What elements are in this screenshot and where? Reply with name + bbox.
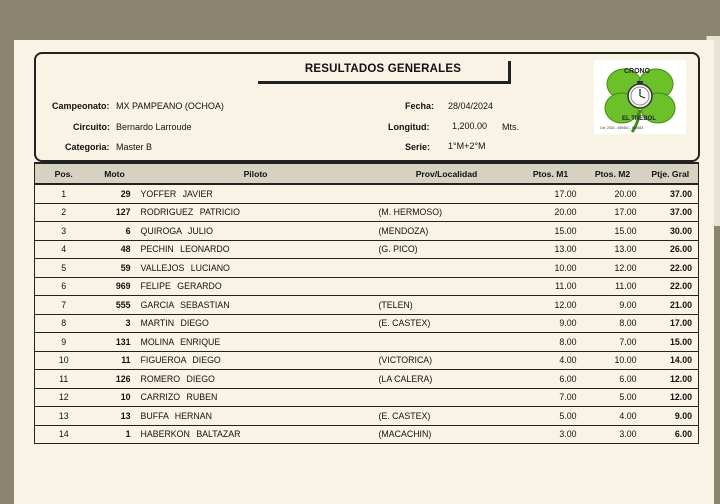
logo-top-text: CRONO	[624, 68, 651, 75]
row-piloto: FELIPE GERARDO	[137, 277, 375, 296]
row-pos: 1	[35, 184, 93, 203]
circuito-label: Circuito:	[73, 122, 110, 132]
row-moto: 13	[93, 407, 137, 426]
row-total: 37.00	[643, 184, 699, 203]
categoria-label: Categoria:	[65, 142, 110, 152]
row-m2: 7.00	[583, 333, 643, 352]
col-total: Ptje. Gral	[643, 163, 699, 184]
row-m1: 7.00	[519, 388, 583, 407]
row-m1: 8.00	[519, 333, 583, 352]
logo-bottom-text: EL TREBOL	[622, 116, 656, 122]
row-total: 22.00	[643, 259, 699, 278]
table-row	[35, 240, 699, 259]
row-m2: 8.00	[583, 314, 643, 333]
results-table	[34, 162, 699, 444]
crono-el-trebol-logo	[594, 60, 686, 134]
row-localidad	[375, 388, 519, 407]
results-sheet	[14, 40, 714, 504]
row-pos: 10	[35, 351, 93, 370]
logo-phone-text: Cel. 2302 - 459461 - 514683	[600, 126, 644, 130]
row-localidad	[375, 184, 519, 203]
table-row	[35, 259, 699, 278]
row-m1: 13.00	[519, 240, 583, 259]
row-m1: 9.00	[519, 314, 583, 333]
col-m2: Ptos. M2	[583, 163, 643, 184]
row-localidad: (VICTORICA)	[375, 351, 519, 370]
row-m1: 10.00	[519, 259, 583, 278]
row-total: 22.00	[643, 277, 699, 296]
row-m2: 12.00	[583, 259, 643, 278]
row-m2: 15.00	[583, 222, 643, 241]
col-moto: Moto	[93, 163, 137, 184]
table-header-row	[35, 163, 699, 184]
row-moto: 126	[93, 370, 137, 389]
row-m2: 10.00	[583, 351, 643, 370]
page-title: RESULTADOS GENERALES	[304, 63, 462, 75]
row-m2: 13.00	[583, 240, 643, 259]
row-localidad: (MACACHIN)	[375, 425, 519, 444]
longitud-unit: Mts.	[502, 122, 519, 132]
row-localidad: (TELEN)	[375, 296, 519, 315]
row-localidad: (E. CASTEX)	[375, 407, 519, 426]
row-m1: 20.00	[519, 203, 583, 222]
row-total: 21.00	[643, 296, 699, 315]
row-total: 14.00	[643, 351, 699, 370]
circuito-value: Bernardo Larroude	[116, 122, 192, 132]
col-pos: Pos.	[35, 163, 93, 184]
row-m1: 4.00	[519, 351, 583, 370]
row-moto: 1	[93, 425, 137, 444]
row-pos: 2	[35, 203, 93, 222]
table-row	[35, 203, 699, 222]
row-moto: 969	[93, 277, 137, 296]
row-m1: 6.00	[519, 370, 583, 389]
row-localidad	[375, 277, 519, 296]
row-piloto: VALLEJOS LUCIANO	[137, 259, 375, 278]
row-piloto: QUIROGA JULIO	[137, 222, 375, 241]
row-piloto: GARCIA SEBASTIAN	[137, 296, 375, 315]
col-localidad: Prov/Localidad	[375, 163, 519, 184]
row-m2: 11.00	[583, 277, 643, 296]
fecha-value: 28/04/2024	[448, 101, 494, 111]
row-m1: 15.00	[519, 222, 583, 241]
row-localidad: (M. HERMOSO)	[375, 203, 519, 222]
row-piloto: PECHIN LEONARDO	[137, 240, 375, 259]
row-pos: 5	[35, 259, 93, 278]
row-total: 37.00	[643, 203, 699, 222]
serie-label: Serie:	[405, 142, 431, 152]
row-total: 17.00	[643, 314, 699, 333]
row-localidad: (LA CALERA)	[375, 370, 519, 389]
row-m2: 5.00	[583, 388, 643, 407]
col-piloto: Piloto	[137, 163, 375, 184]
row-m1: 3.00	[519, 425, 583, 444]
row-pos: 13	[35, 407, 93, 426]
row-piloto: ROMERO DIEGO	[137, 370, 375, 389]
table-row	[35, 388, 699, 407]
table-row	[35, 333, 699, 352]
row-piloto: CARRIZO RUBEN	[137, 388, 375, 407]
row-pos: 4	[35, 240, 93, 259]
header-box	[34, 52, 700, 162]
row-moto: 11	[93, 351, 137, 370]
row-moto: 131	[93, 333, 137, 352]
row-m2: 4.00	[583, 407, 643, 426]
campeonato-value: MX PAMPEANO (OCHOA)	[116, 101, 224, 111]
row-localidad	[375, 333, 519, 352]
row-piloto: HABERKON BALTAZAR	[137, 425, 375, 444]
row-m2: 9.00	[583, 296, 643, 315]
row-m2: 20.00	[583, 184, 643, 203]
row-pos: 9	[35, 333, 93, 352]
row-moto: 555	[93, 296, 137, 315]
row-m1: 5.00	[519, 407, 583, 426]
row-moto: 48	[93, 240, 137, 259]
row-m2: 3.00	[583, 425, 643, 444]
row-moto: 29	[93, 184, 137, 203]
row-total: 12.00	[643, 370, 699, 389]
row-moto: 59	[93, 259, 137, 278]
row-total: 15.00	[643, 333, 699, 352]
row-moto: 3	[93, 314, 137, 333]
row-total: 30.00	[643, 222, 699, 241]
serie-value: 1°M+2°M	[448, 141, 486, 151]
title-frame	[258, 61, 511, 84]
table-row	[35, 407, 699, 426]
row-m1: 17.00	[519, 184, 583, 203]
row-moto: 10	[93, 388, 137, 407]
row-piloto: MOLINA ENRIQUE	[137, 333, 375, 352]
row-pos: 12	[35, 388, 93, 407]
row-localidad: (E. CASTEX)	[375, 314, 519, 333]
row-piloto: YOFFER JAVIER	[137, 184, 375, 203]
fecha-label: Fecha:	[405, 101, 435, 111]
row-moto: 6	[93, 222, 137, 241]
row-m2: 17.00	[583, 203, 643, 222]
row-pos: 6	[35, 277, 93, 296]
row-m1: 11.00	[519, 277, 583, 296]
table-row	[35, 351, 699, 370]
table-row	[35, 296, 699, 315]
row-pos: 3	[35, 222, 93, 241]
row-piloto: MARTIN DIEGO	[137, 314, 375, 333]
row-pos: 14	[35, 425, 93, 444]
row-pos: 7	[35, 296, 93, 315]
row-total: 12.00	[643, 388, 699, 407]
row-localidad	[375, 259, 519, 278]
row-localidad: (G. PICO)	[375, 240, 519, 259]
longitud-label: Longitud:	[388, 122, 430, 132]
table-row	[35, 222, 699, 241]
categoria-value: Master B	[116, 142, 153, 152]
table-row	[35, 370, 699, 389]
longitud-value: 1,200.00	[452, 121, 488, 131]
row-moto: 127	[93, 203, 137, 222]
row-m2: 6.00	[583, 370, 643, 389]
row-localidad: (MENDOZA)	[375, 222, 519, 241]
table-row	[35, 314, 699, 333]
col-m1: Ptos. M1	[519, 163, 583, 184]
table-row	[35, 184, 699, 203]
row-pos: 8	[35, 314, 93, 333]
row-pos: 11	[35, 370, 93, 389]
row-total: 6.00	[643, 425, 699, 444]
table-row	[35, 277, 699, 296]
row-piloto: BUFFA HERNAN	[137, 407, 375, 426]
row-m1: 12.00	[519, 296, 583, 315]
row-total: 9.00	[643, 407, 699, 426]
campeonato-label: Campeonato:	[52, 101, 110, 111]
table-row	[35, 425, 699, 444]
row-piloto: RODRIGUEZ PATRICIO	[137, 203, 375, 222]
row-piloto: FIGUEROA DIEGO	[137, 351, 375, 370]
row-total: 26.00	[643, 240, 699, 259]
